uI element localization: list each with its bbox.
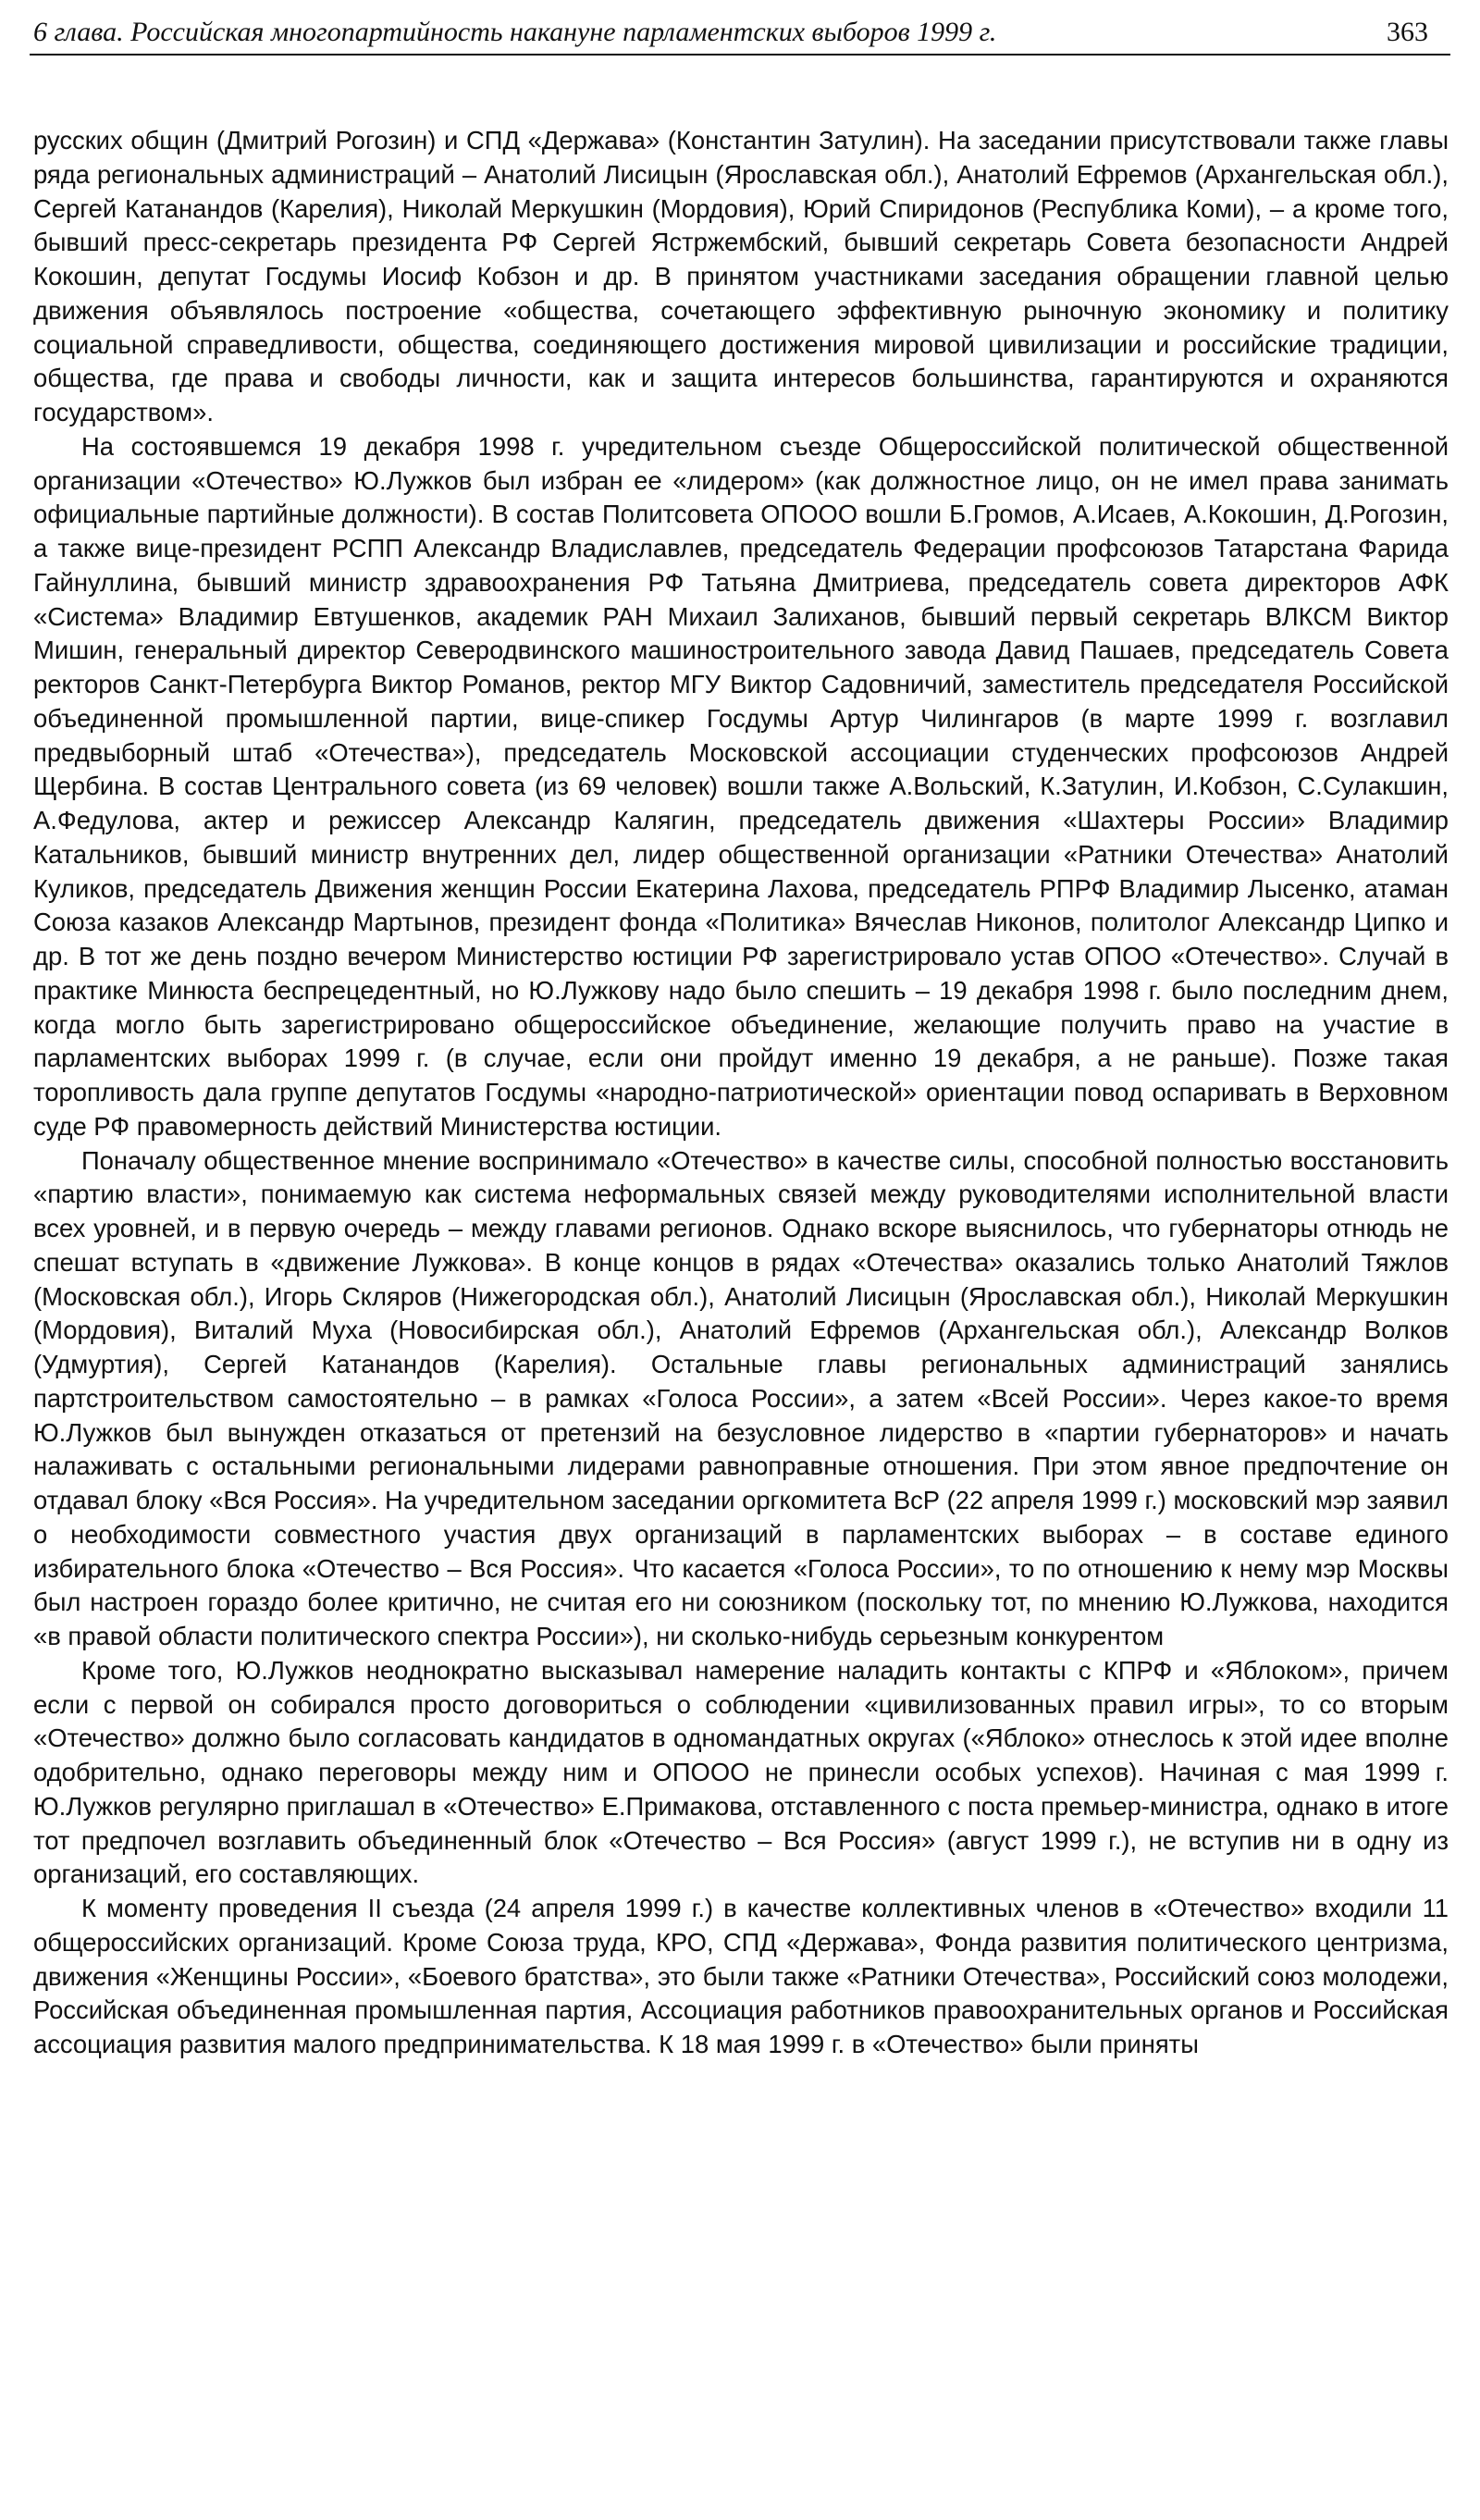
paragraph-1: русских общин (Дмитрий Рогозин) и СПД «Держава» (Константин Затулин). На заседании присутствовали также главы ряда региональных администраций – Анатолий Лисицын (Ярославская обл.), Анатолий Ефремов (Архангельская обл.), Сергей Катанандов (Карелия), Николай Меркушкин (Мордовия), Юрий Спиридонов (Республика Коми), – а кроме того, бывший пресс-секретарь президента РФ Сергей Ястржембский, бывший секретарь Совета безопасности Андрей Кокошин, депутат Госдумы Иосиф Кобзон и др. В принятом участниками заседания обращении главной целью движения объявлялось построение «общества, сочетающего эффективную рыночную экономику и политику социальной справедливости, общества, соединяющего достижения мировой цивилизации и российские традиции, общества, где права и свободы личности, как и защита интересов большинства, гарантируются и охраняются государством». xyxy=(33,126,1449,426)
page-number: 363 xyxy=(1387,17,1428,47)
running-header xyxy=(33,9,1447,56)
paragraph-4: Кроме того, Ю.Лужков неоднократно высказывал намерение наладить контакты с КПРФ и «Яблоком», причем если с первой он собирался просто договориться о соблюдении «цивилизованных правил игры», то со вторым «Отечество» должно было согласовать кандидатов в одномандатных округах («Яблоко» отнеслось к этой идее вполне одобрительно, однако переговоры между ним и ОПООО не принесли особых успехов). Начиная с мая 1999 г. Ю.Лужков регулярно приглашал в «Отечество» Е.Примакова, отставленного с поста премьер-министра, однако в итоге тот предпочел возглавить объединенный блок «Отечество – Вся Россия» (август 1999 г.), не вступив ни в одну из организаций, его составляющих. xyxy=(33,1655,1449,1889)
body-text xyxy=(33,124,1449,2062)
header-rule xyxy=(30,54,1450,56)
paragraph-2: На состоявшемся 19 декабря 1998 г. учредительном съезде Общероссийской политической общественной организации «Отечество» Ю.Лужков был избран ее «лидером» (как должностное лицо, он не имел права занимать официальные партийные должности). В состав Политсовета ОПООО вошли Б.Громов, А.Исаев, А.Кокошин, Д.Рогозин, а также вице-президент РСПП Александр Владиславлев, председатель Федерации профсоюзов Татарстана Фарида Гайнуллина, бывший министр здравоохранения РФ Татьяна Дмитриева, председатель совета директоров АФК «Система» Владимир Евтушенков, академик РАН Михаил Залиханов, бывший первый секретарь ВЛКСМ Виктор Мишин, генеральный директор Северодвинского машиностроительного завода Давид Пашаев, председатель Совета ректоров Санкт-Петербурга Виктор Романов, ректор МГУ Виктор Садовничий, заместитель председателя Российской объединенной промышленной партии, вице-спикер Госдумы Артур Чилингаров (в марте 1999 г. возглавил предвыборный штаб «Отечества»), председатель Московской ассоциации студенческих профсоюзов Андрей Щербина. В состав Центрального совета (из 69 человек) вошли также А.Вольский, К.Затулин, И.Кобзон, С.Сулакшин, А.Федулова, актер и режиссер Александр Калягин, председатель движения «Шахтеры России» Владимир Катальников, бывший министр внутренних дел, лидер общественной организации «Ратники Отечества» Анатолий Куликов, председатель Движения женщин России Екатерина Лахова, председатель РПРФ Владимир Лысенко, атаман Союза казаков Александр Мартынов, президент фонда «Политика» Вячеслав Никонов, политолог Александр Ципко и др. В тот же день поздно вечером Министерство юстиции РФ зарегистрировало устав ОПОО «Отечество». Случай в практике Минюста беспрецедентный, но Ю.Лужкову надо было спешить – 19 декабря 1998 г. было последним днем, когда могло быть зарегистрировано общероссийское объединение, желающие получить право на участие в парламентских выборах 1999 г. (в случае, если они пройдут именно 19 декабря, а не раньше). Позже такая торопливость дала группе депутатов Госдумы «народно-патриотической» ориентации повод оспаривать в Верховном суде РФ правомерность действий Министерства юстиции. xyxy=(33,431,1449,1141)
paragraph-5: К моменту проведения II съезда (24 апреля 1999 г.) в качестве коллективных членов в «Отечество» входили 11 общероссийских организаций. Кроме Союза труда, КРО, СПД «Держава», Фонда развития политического центризма, движения «Женщины России», «Боевого братства», это были также «Ратники Отечества», Российский союз молодежи, Российская объединенная промышленная партия, Ассоциация работников правоохранительных органов и Российская ассоциация развития малого предпринимательства. К 18 мая 1999 г. в «Отечество» были приняты xyxy=(33,1894,1449,2058)
paragraph-3: Поначалу общественное мнение воспринимало «Отечество» в качестве силы, способной полностью восстановить «партию власти», понимаемую как система неформальных связей между руководителями исполнительной власти всех уровней, и в первую очередь – между главами регионов. Однако вскоре выяснилось, что губернаторы отнюдь не спешат вступать в «движение Лужкова». В конце концов в рядах «Отечества» оказались только Анатолий Тяжлов (Московская обл.), Игорь Скляров (Нижегородская обл.), Анатолий Лисицын (Ярославская обл.), Николай Меркушкин (Мордовия), Виталий Муха (Новосибирская обл.), Анатолий Ефремов (Архангельская обл.), Александр Волков (Удмуртия), Сергей Катанандов (Карелия). Остальные главы региональных администраций занялись партстроительством самостоятельно – в рамках «Голоса России», а затем «Всей России». Через какое-то время Ю.Лужков был вынужден отказаться от претензий на безусловное лидерство в «партии губернаторов» и начать налаживать с остальными региональными лидерами равноправные отношения. При этом явное предпочтение он отдавал блоку «Вся Россия». На учредительном заседании оргкомитета ВсР (22 апреля 1999 г.) московский мэр заявил о необходимости совместного участия двух организаций в парламентских выборах – в составе единого избирательного блока «Отечество – Вся Россия». Что касается «Голоса России», то по отношению к нему мэр Москвы был настроен гораздо более критично, не считая его ни союзником (поскольку тот, по мнению Ю.Лужкова, находится «в правой области политического спектра России»), ни сколько-нибудь серьезным конкурентом xyxy=(33,1145,1449,1650)
chapter-title: 6 глава. Российская многопартийность накануне парламентских выборов 1999 г. xyxy=(33,17,997,47)
